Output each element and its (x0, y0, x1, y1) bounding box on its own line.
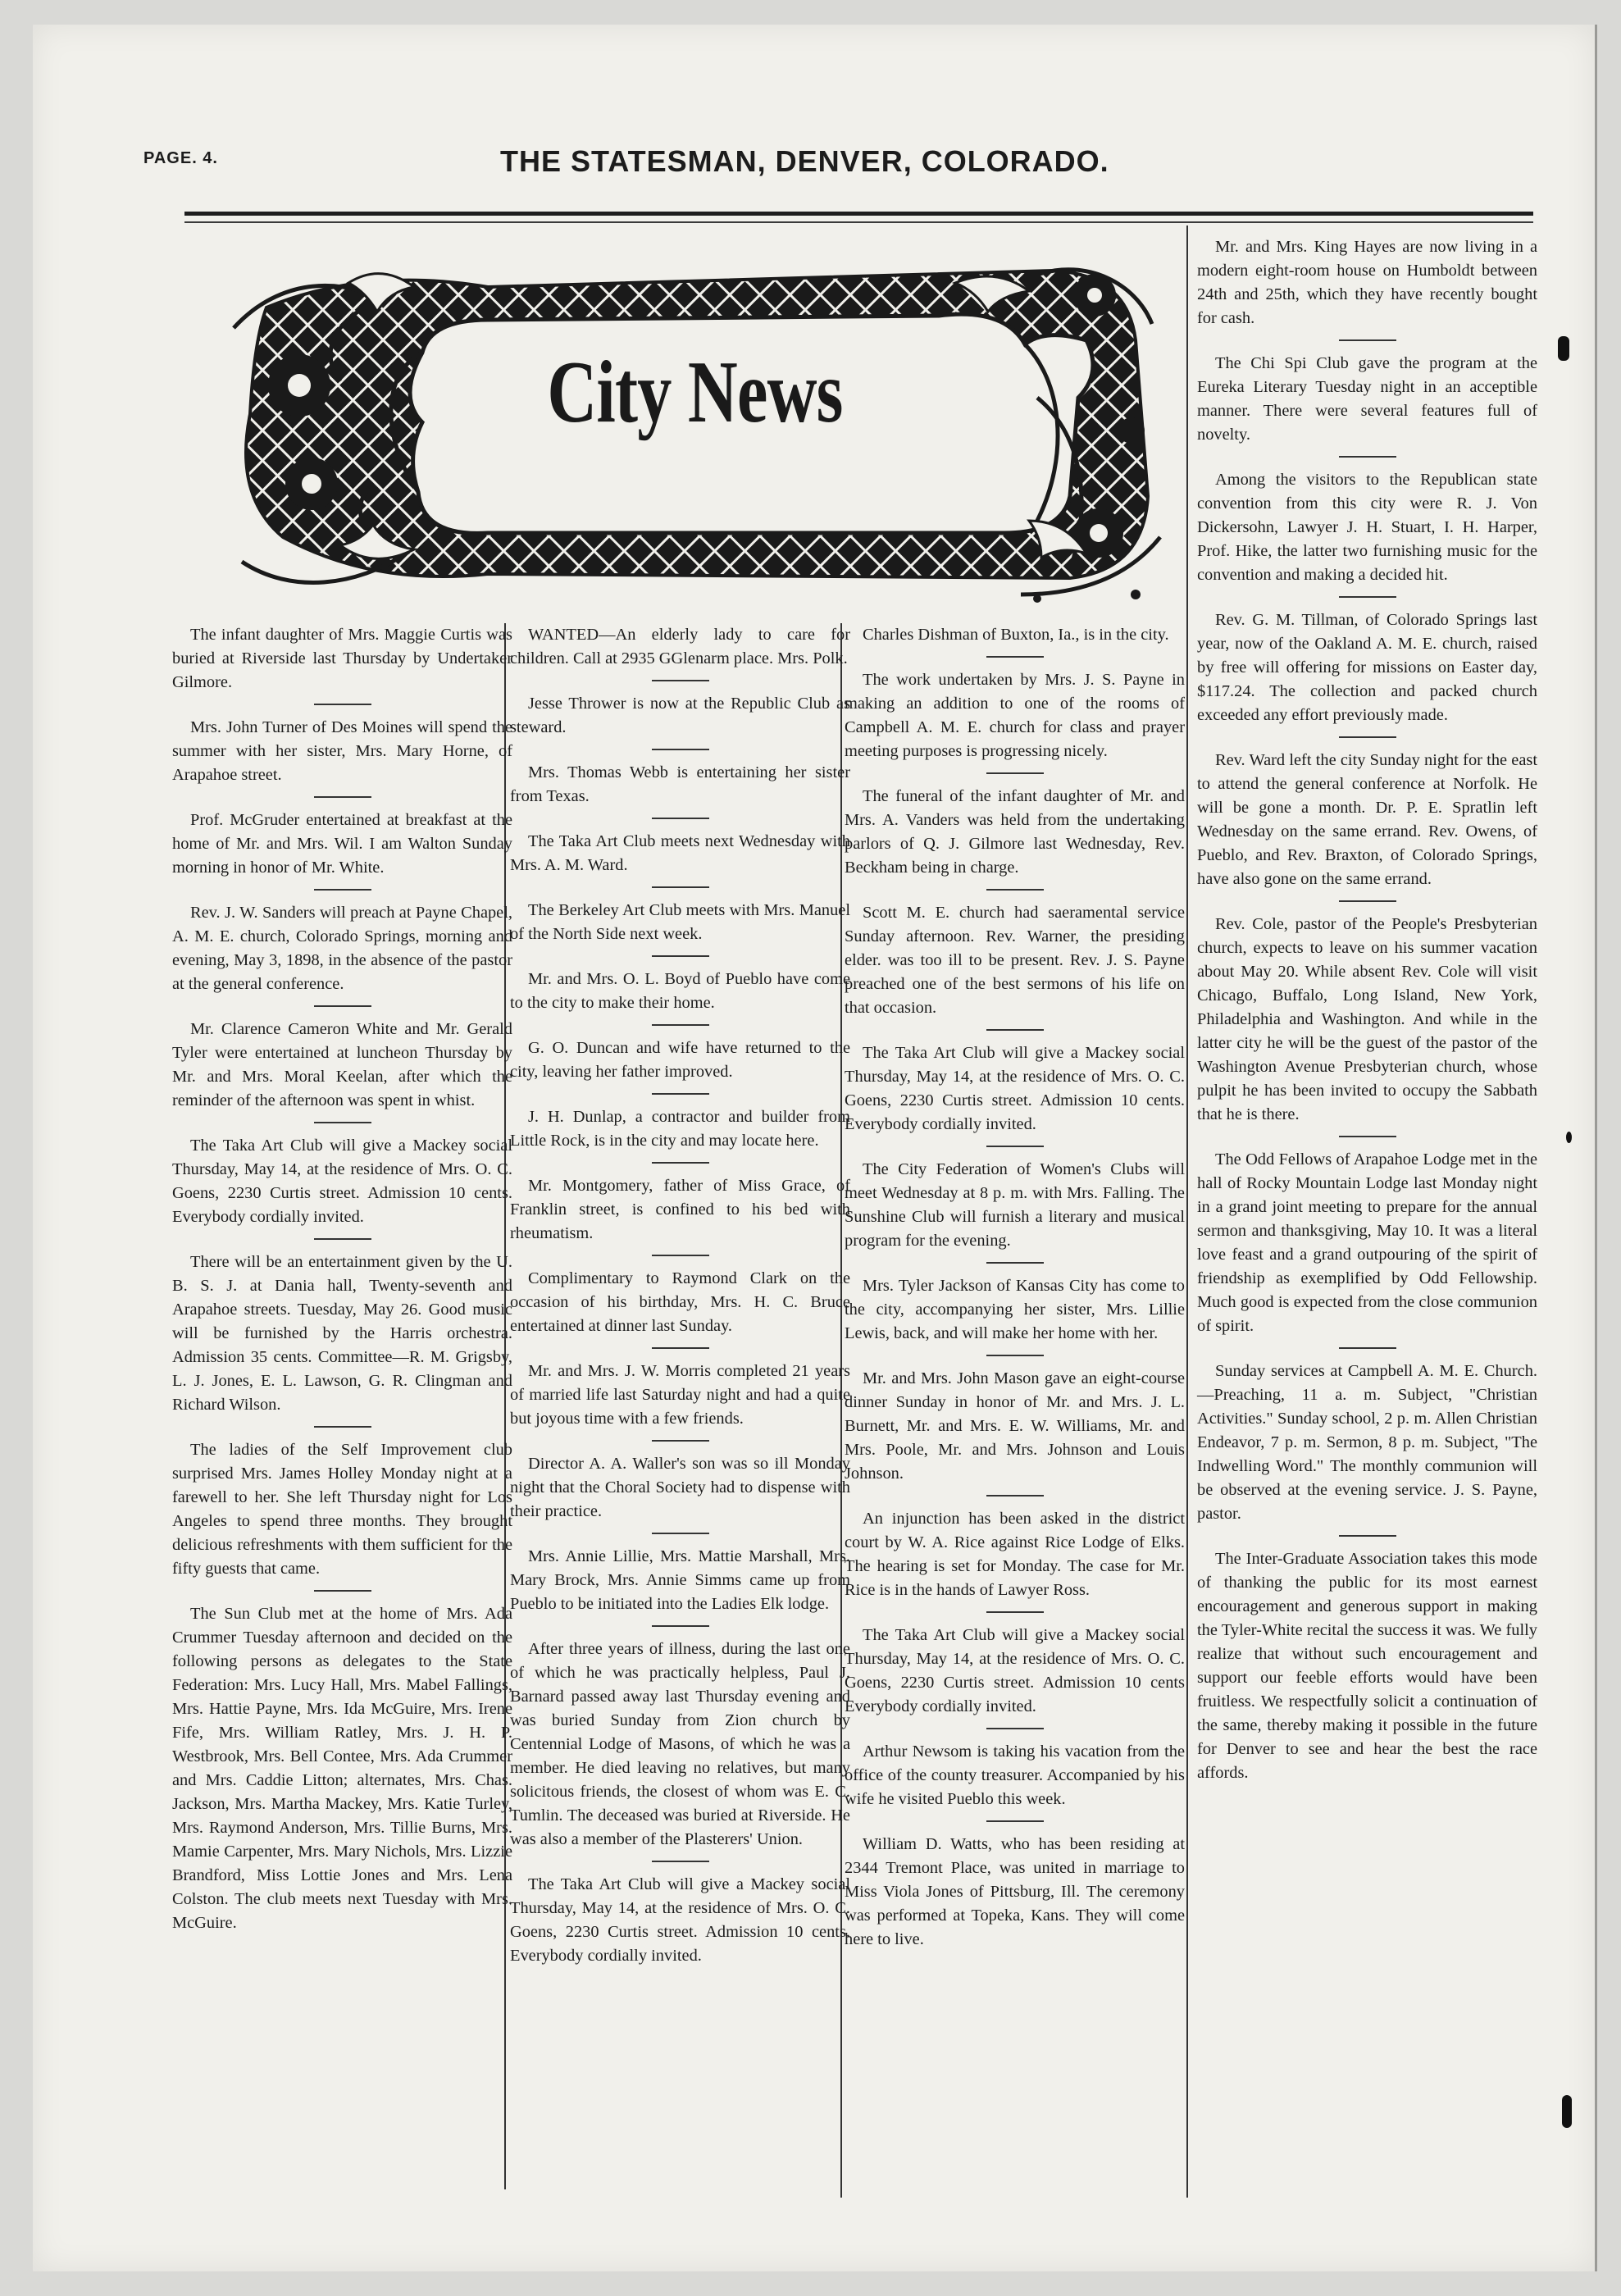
item-separator (652, 1024, 709, 1026)
news-item: Mr. and Mrs. John Mason gave an eight-course dinner Sunday in honor of Mr. and Mrs. J. L. Burnett, Mr. and Mrs. E. W. Williams, Mr. and Mrs. Poole, Mr. and Mrs. Johnson and Louis Johnson. (845, 1369, 1185, 1483)
ink-speck (1566, 1132, 1572, 1143)
news-item: The work undertaken by Mrs. J. S. Payne in making an addition to one of the rooms of Campbell A. M. E. church for class and prayer meeting purposes is progressing nicely. (845, 671, 1185, 760)
item-separator (652, 1440, 709, 1442)
news-item: Mrs. Tyler Jackson of Kansas City has come to the city, accompanying her sister, Mrs. Lillie Lewis, back, and will make her home with her. (845, 1277, 1185, 1342)
item-separator (986, 1820, 1044, 1822)
item-separator (652, 818, 709, 819)
item-separator (314, 889, 371, 891)
news-item: The ladies of the Self Improvement club surprised Mrs. James Holley Monday night at a farewell to her. She left Thursday night for Los Angeles to spend three months. They brought delicious refreshments with them sufficient for the fifty guests that came. (172, 1441, 512, 1578)
item-separator (986, 1146, 1044, 1147)
item-separator (986, 1262, 1044, 1264)
city-news-banner (217, 250, 1172, 603)
news-item: There will be an entertainment given by the U. B. S. J. at Dania hall, Twenty-seventh and Arapahoe streets. Tuesday, May 26. Good music will be furnished by the Harris orchestra. Admission 35 cents. Committee—R. M. Grigsby, L. J. Jones, E. L. Lawson, G. R. Clingman and Richard Wilson. (172, 1253, 512, 1414)
column-4 (1197, 235, 1537, 1785)
news-item: Rev. J. W. Sanders will preach at Payne Chapel, A. M. E. church, Colorado Springs, morning and evening, May 3, 1898, in the absence of the pastor at the general conference. (172, 904, 512, 993)
item-separator (652, 1533, 709, 1534)
news-item: Complimentary to Raymond Clark on the occasion of his birthday, Mrs. H. C. Bruce entertained at dinner last Sunday. (510, 1269, 850, 1335)
item-separator (314, 704, 371, 705)
item-separator (652, 1861, 709, 1862)
item-separator (652, 1162, 709, 1164)
news-item: The Berkeley Art Club meets with Mrs. Manuel of the North Side next week. (510, 901, 850, 943)
news-item: Mr. Clarence Cameron White and Mr. Gerald Tyler were entertained at luncheon Thursday by Mr. and Mrs. Moral Keelan, after which the reminder of the afternoon was spent in whist. (172, 1020, 512, 1109)
item-separator (652, 680, 709, 681)
masthead: THE STATESMAN, DENVER, COLORADO. (500, 144, 1109, 178)
item-separator (986, 889, 1044, 891)
banner-title: City News (547, 344, 843, 441)
news-item: The Odd Fellows of Arapahoe Lodge met in the hall of Rocky Mountain Lodge last Monday night in a grand joint meeting to prepare for the annual sermon and thanksgiving, May 10. It was a literal love feast and a grand outpouring of the spirit of friendship as exemplified by Odd Fellowship. Much good is expected from the close communion of spirit. (1197, 1150, 1537, 1335)
news-item: The Taka Art Club will give a Mackey social Thursday, May 14, at the residence of Mrs. O. C. Goens, 2230 Curtis street. Admission 10 cents. Everybody cordially invited. (510, 1875, 850, 1965)
item-separator (1339, 900, 1396, 902)
news-item: Mrs. Annie Lillie, Mrs. Mattie Marshall, Mrs. Mary Brock, Mrs. Annie Simms came up from Pueblo to be initiated into the Ladies Elk lodge. (510, 1547, 850, 1613)
news-item: Rev. Cole, pastor of the People's Presbyterian church, expects to leave on his summer vacation about May 20. While absent Rev. Cole will visit Chicago, Buffalo, Long Island, New York, Philadelphia and Washington. And while in the latter city he will be the guest of the pastor of the Washington Avenue Presbyterian church, whose pulpit he has been invited to occupy the Sabbath that he is there. (1197, 915, 1537, 1123)
news-item: Mr. and Mrs. J. W. Morris completed 21 years of married life last Saturday night and had a quite but joyous time with a few friends. (510, 1362, 850, 1428)
item-separator (652, 1093, 709, 1095)
news-item: The Taka Art Club will give a Mackey social Thursday, May 14, at the residence of Mrs. O. C. Goens, 2230 Curtis street. Admission 10 cents. Everybody cordially invited. (845, 1044, 1185, 1133)
column-divider (1186, 226, 1188, 2198)
item-separator (986, 656, 1044, 658)
news-item: J. H. Dunlap, a contractor and builder from Little Rock, is in the city and may locate here. (510, 1108, 850, 1150)
news-item: Among the visitors to the Republican state convention from this city were R. J. Von Dickersohn, Lawyer J. H. Stuart, I. H. Harper, Prof. Hike, the latter two furnishing music for the convention and making a decided hit. (1197, 471, 1537, 584)
item-separator (652, 749, 709, 750)
news-item: The Chi Spi Club gave the program at the Eureka Literary Tuesday night in an acceptible manner. There were several features full of novelty. (1197, 354, 1537, 444)
column-3 (845, 623, 1185, 1952)
item-separator (1339, 339, 1396, 341)
header-rule-thick (184, 212, 1533, 216)
item-separator (1339, 1136, 1396, 1137)
news-item: William D. Watts, who has been residing at 2344 Tremont Place, was united in marriage to Miss Viola Jones of Pittsburg, Ill. The ceremony was performed at Topeka, Kans. They will come here to live. (845, 1835, 1185, 1948)
news-item: An injunction has been asked in the district court by W. A. Rice against Rice Lodge of Elks. The hearing is set for Monday. The case for Mr. Rice is in the hands of Lawyer Ross. (845, 1510, 1185, 1599)
item-separator (314, 1590, 371, 1592)
news-item: After three years of illness, during the last one of which he was practically helpless, Paul J. Barnard passed away last Thursday evening and was buried Sunday from Zion church by Centennial Lodge of Masons, of which he was a member. He died leaving no relatives, but many solicitous friends, the closest of whom was E. C. Tumlin. The deceased was buried at Riverside. He was also a member of the Plasterers' Union. (510, 1640, 850, 1848)
news-item: The City Federation of Women's Clubs will meet Wednesday at 8 p. m. with Mrs. Falling. The Sunshine Club will furnish a literary and musical program for the evening. (845, 1160, 1185, 1250)
item-separator (986, 772, 1044, 774)
ink-speck (1558, 336, 1569, 361)
news-item: Sunday services at Campbell A. M. E. Church.—Preaching, 11 a. m. Subject, "Christian Activities." Sunday school, 2 p. m. Allen Christian Endeavor, 7 p. m. Sermon, 8 p. m. Subject, "The Indwelling Word." The monthly communion will be observed at the evening service. J. S. Payne, pastor. (1197, 1362, 1537, 1523)
item-separator (314, 1426, 371, 1428)
news-item: Mrs. John Turner of Des Moines will spend the summer with her sister, Mrs. Mary Horne, of Arapahoe street. (172, 718, 512, 784)
item-separator (1339, 596, 1396, 598)
item-separator (652, 955, 709, 957)
news-item: Mrs. Thomas Webb is entertaining her sister from Texas. (510, 763, 850, 805)
item-separator (652, 886, 709, 888)
news-item: The Taka Art Club meets next Wednesday with Mrs. A. M. Ward. (510, 832, 850, 874)
news-item: Rev. Ward left the city Sunday night for the east to attend the general conference at Norfolk. He will be gone a month. Dr. P. E. Spratlin left Wednesday on the same errand. Rev. Owens, of Pueblo, and Rev. Braxton, of Colorado Springs, have also gone on the same errand. (1197, 751, 1537, 888)
news-item: The infant daughter of Mrs. Maggie Curtis was buried at Riverside last Thursday by Undertaker Gilmore. (172, 626, 512, 691)
item-separator (1339, 736, 1396, 738)
news-item: Prof. McGruder entertained at breakfast at the home of Mr. and Mrs. Wil. I am Walton Sunday morning in honor of Mr. White. (172, 811, 512, 877)
header-rule-thin (184, 221, 1533, 223)
item-separator (314, 1238, 371, 1240)
item-separator (1339, 1347, 1396, 1349)
column-2 (510, 623, 850, 1968)
news-item: WANTED—An elderly lady to care for children. Call at 2935 GGlenarm place. Mrs. Polk. (510, 626, 850, 667)
news-item: G. O. Duncan and wife have returned to the city, leaving her father improved. (510, 1039, 850, 1081)
news-item: Mr. and Mrs. O. L. Boyd of Pueblo have come to the city to make their home. (510, 970, 850, 1012)
item-separator (1339, 1535, 1396, 1537)
news-item: Mr. Montgomery, father of Miss Grace, of Franklin street, is confined to his bed with rheumatism. (510, 1177, 850, 1242)
news-item: Director A. A. Waller's son was so ill Monday night that the Choral Society had to dispense with their practice. (510, 1455, 850, 1520)
item-separator (1339, 456, 1396, 458)
item-separator (314, 1005, 371, 1007)
item-separator (652, 1347, 709, 1349)
page-number: PAGE. 4. (143, 149, 218, 167)
news-item: The Sun Club met at the home of Mrs. Ada Crummer Tuesday afternoon and decided on the following persons as delegates to the State Federation: Mrs. Lucy Hall, Mrs. Mabel Fallings, Mrs. Hattie Payne, Mrs. Ida McGuire, Mrs. Irene Fife, Mrs. William Ratley, Mrs. J. H. P. Westbrook, Mrs. Bell Contee, Mrs. Ada Crummer and Mrs. Caddie Litton; alternates, Mrs. Chas. Jackson, Mrs. Martha Mackey, Mrs. Katie Turley, Mrs. Raymond Anderson, Mrs. Tillie Burns, Mrs. Mamie Carpenter, Mrs. Mary Nichols, Mrs. Lizzie Brandford, Miss Lottie Jones and Mrs. Lena Colston. The club meets next Tuesday with Mrs. McGuire. (172, 1605, 512, 1932)
item-separator (314, 796, 371, 798)
item-separator (986, 1728, 1044, 1729)
news-item: Arthur Newsom is taking his vacation from the office of the county treasurer. Accompanied by his wife he visited Pueblo this week. (845, 1742, 1185, 1808)
news-item: The Taka Art Club will give a Mackey social Thursday, May 14, at the residence of Mrs. O. C. Goens, 2230 Curtis street. Admission 10 cents Everybody cordially invited. (845, 1626, 1185, 1715)
item-separator (652, 1625, 709, 1627)
item-separator (986, 1495, 1044, 1496)
news-item: Charles Dishman of Buxton, Ia., is in the city. (863, 626, 1169, 644)
item-separator (652, 1255, 709, 1256)
news-item: The Taka Art Club will give a Mackey social Thursday, May 14, at the residence of Mrs. O. C. Goens, 2230 Curtis street. Admission 10 cents. Everybody cordially invited. (172, 1137, 512, 1226)
news-item: The Inter-Graduate Association takes this mode of thanking the public for its most earnest encouragement and generous support in making the Tyler-White recital the success it was. We fully realize that without such encouragement and support our feeble efforts would have been fruitless. We respectfully solicit a continuation of the same, thereby making it possible in the future for Denver to see and hear the best the race affords. (1197, 1550, 1537, 1782)
column-1 (172, 623, 512, 1935)
item-separator (314, 1122, 371, 1123)
ink-speck (1562, 2095, 1572, 2128)
item-separator (986, 1029, 1044, 1031)
news-item: Scott M. E. church had saeramental service Sunday afternoon. Rev. Warner, the presiding elder. was too ill to be present. Rev. J. S. Payne preached one of the best sermons of his life on that occasion. (845, 904, 1185, 1017)
item-separator (986, 1611, 1044, 1613)
news-item: Jesse Thrower is now at the Republic Club as steward. (510, 695, 850, 736)
news-item: Mr. and Mrs. King Hayes are now living in a modern eight-room house on Humboldt between 24th and 25th, which they have recently bought for cash. (1197, 238, 1537, 327)
item-separator (986, 1355, 1044, 1356)
news-item: The funeral of the infant daughter of Mr. and Mrs. A. Vanders was held from the undertaking parlors of Q. J. Gilmore last Wednesday, Rev. Beckham being in charge. (845, 787, 1185, 877)
news-item: Rev. G. M. Tillman, of Colorado Springs last year, now of the Oakland A. M. E. church, raised by free will offering for missions on Easter day, $117.24. The collection and packed church exceeded any effort previously made. (1197, 611, 1537, 724)
